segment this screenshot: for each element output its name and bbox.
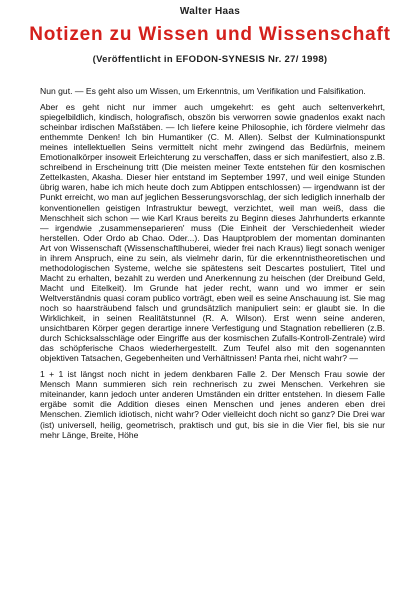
paragraph: 1 + 1 ist längst noch nicht in jedem denkbaren Falle 2. Der Mensch Frau sowie der Mensch Mann summieren sich rein rechnerisch zu zwei Menschen. Verkehren sie miteinander, kann jedoch unter anderen Umständen ein dritter entstehen. In diesem Falle ergäbe somit die Addition dieses einen Menschen und jenes anderen eben drei Menschen. Ziemlich idiotisch, nicht wahr? Oder vielleicht doch nicht so ganz? Die Drei war (ist) universell, heilig, geometrisch, praktisch und gut, bis sie in die Vier fiel, bis sie nur mehr Länge, Breite, Höhe [40,369,385,440]
document-title: Notizen zu Wissen und Wissenschaft [29,24,391,45]
paragraph: Nun gut. — Es geht also um Wissen, um Erkenntnis, um Verifikation und Falsifikation. [40,86,366,96]
author-name: Walter Haas [179,6,241,17]
publication-note: (Veröffentlicht in EFODON-SYNESIS Nr. 27/ 1998) [92,54,328,65]
paragraph: Aber es geht nicht nur immer auch umgekehrt: es geht auch seltenverkehrt, spiegelbildlich, kindisch, holografisch, obszön bis verworren sowie gnadenlos exakt nach scheinbar irdischen Maßstäben. — Ich liefere keine Philosophie, ich fördere vielmehr das enthemmte Denken! Ich bin Humantiker (C. M. Allen). Selbst der Kulminationspunkt meines intellektuellen Seins vermittelt nicht mehr zwingend das Bedürfnis, meinem Emotionalkörper insoweit Erleichterung zu verschaffen, dass er sich manifestiert, also z.B. schreibend in Erscheinung tritt (Die meisten meiner Texte entstehen für den kosmischen Zettelkasten, Akasha. Dieser hier entstand im September 1997, und weil einige Stunden übrig waren, habe ich mich heute doch zum Abtippen entschlossen) — irgendwann ist der Punkt erreicht, wo man auf jeglichen Besserungsvorschlag, der sich lediglich innerhalb der konventionellen geistigen Infrastruktur bewegt, verzichtet, weil man weiß, dass die Menschheit sich schon — wie Karl Kraus bereits zu Beginn dieses Jahrhunderts erkannte — irgendwie ‚zusammenseparieren' muss (Die Einheit der Verschiedenheit wieder herstellen. Oder Ordo ab Chao. Oder...). Das Hauptproblem der momentan dominanten Art von Wissenschaft (Wissenschaftlhuberei, wieder frei nach Kraus) liegt sonach weniger in ihrem Anspruch, eine zu sein, als vielmehr darin, für die erkenntnistheoretischen und methodologischen Systeme, welche sie spätestens seit Descartes postuliert, Titel und Macht zu erhalten, bezahlt zu werden und Anerkennung zu heischen (der Dreibund Geld, Macht und Eitelkeit). Im Grunde hat jeder recht, wann und wo immer er sein Weltverständnis quasi coram publico vorträgt, eben weil es seine Anschauung ist. Sie mag noch so haarsträubend falsch und grundsätzlich manipuliert sein: er glaubt sie. In die Wirklichkeit, in seinen Realitätstunnel (R. A. Wilson). Erst wenn seine anderen, unsichtbaren Körper gegen derartige innere Verfestigung und Stagnation rebellieren (z.B. durch Schicksalsschläge oder Eingriffe aus der kosmischen Zufalls-Kontroll-Zentrale) wird das schöpferische Chaos wiederhergestellt. Zum Teufel also mit den sogenannten objektiven Tatsachen, Gegebenheiten und Verhältnissen! Panta rhei, nicht wahr? — [40,102,385,364]
body-text [40,86,385,446]
